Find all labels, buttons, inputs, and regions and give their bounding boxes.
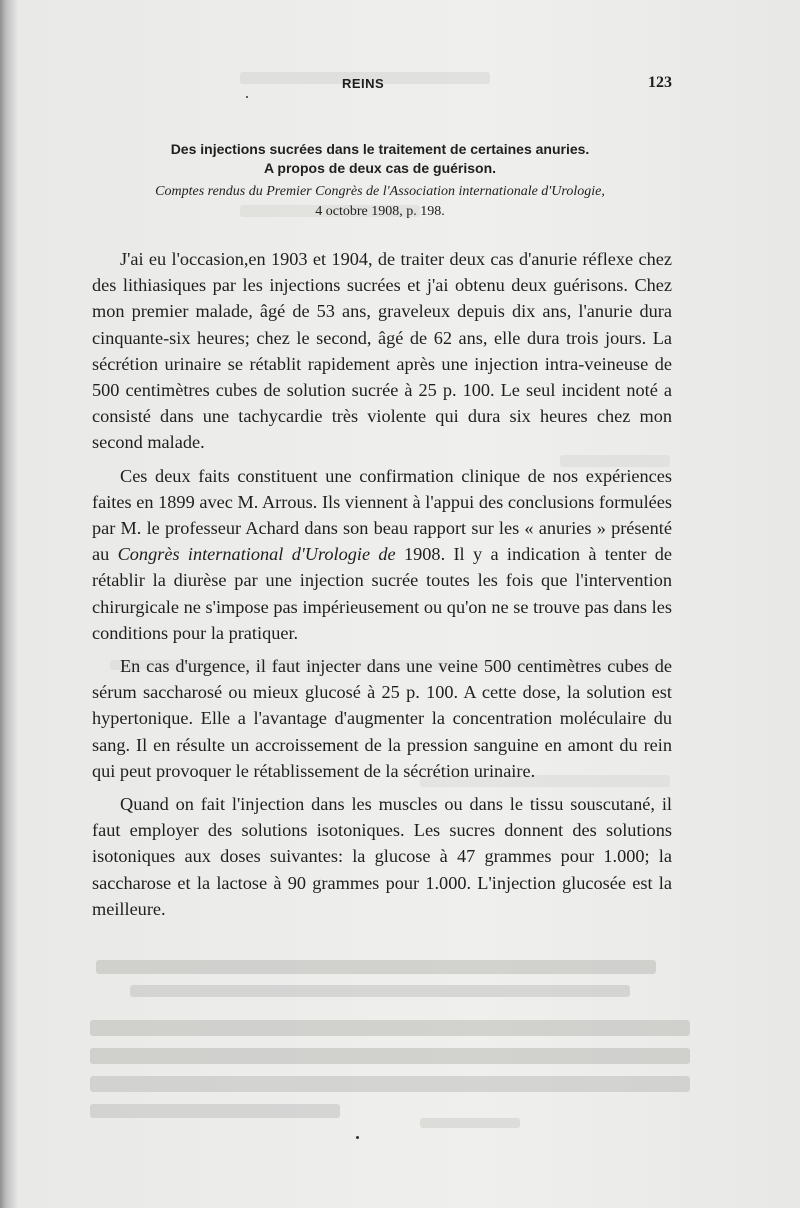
print-speck <box>246 96 248 98</box>
source-citation <box>80 182 680 222</box>
page-header <box>0 76 800 98</box>
paragraph-1: J'ai eu l'occasion,en 1903 et 1904, de traiter deux cas d'anurie réflexe chez des lithiasiques par les injections sucrées et j'ai obtenu deux guérisons. Chez mon premier malade, âgé de 53 ans, graveleux depuis dix ans, l'anurie dura cinquante-six heures; chez le second, âgé de 62 ans, elle dura trois jours. La sécrétion urinaire se rétablit rapidement après une injection intra-veineuse de 500 centimètres cubes de solution sucrée à 25 p. 100. Le seul incident noté a consisté dans une tachycardie très violente qui dura six heures chez mon second malade. <box>92 249 672 453</box>
paragraph-3: En cas d'urgence, il faut injecter dans une veine 500 centimètres cubes de sérum saccharosé ou mieux glucosé à 25 p. 100. A cette dose, la solution est hypertonique. Elle a l'avantage d'augmenter la concentration moléculaire du sang. Il en résulte un accroissement de la pression sanguine en amont du rein qui peut provoquer le rétablissement de la sécrétion urinaire. <box>92 656 672 781</box>
paragraph-2-text-b: 1908. Il y a indication à tenter de rétablir la diurèse par une injection sucrée toutes les fois que l'intervention chirurgicale ne s'impose pas impérieusement ou qu'on ne se trouve pas dans les conditions pour la pratiquer. <box>92 544 672 643</box>
paragraph-4: Quand on fait l'injection dans les muscles ou dans le tissu souscutané, il faut employer des solutions isotoniques. Les sucres donnent des solutions isotoniques aux doses suivantes: la glucose à 47 grammes pour 1.000; la saccharose et la lactose à 90 grammes pour 1.000. L'injection glucosée est la meilleure. <box>92 794 672 919</box>
page-number: 123 <box>648 74 672 91</box>
source-venue: Comptes rendus du Premier Congrès de l'Association internationale d'Urologie, <box>155 184 605 199</box>
paragraph-2-text-a: Ces deux faits constituent une confirmation clinique de nos expériences faites en 1899 avec M. Arrous. Ils viennent à l'appui des conclusions formulées par M. le professeur Achard dans son beau rapport sur les « anuries » présenté au <box>92 465 672 565</box>
paragraph-2 <box>92 463 672 646</box>
article-title-line-1: Des injections sucrées dans le traitement de certaines anuries. <box>170 141 590 157</box>
article-title <box>80 140 680 178</box>
article-body <box>92 246 672 922</box>
source-date: 4 octobre 1908, p. 198. <box>315 204 445 219</box>
article-title-line-2: A propos de deux cas de guérison. <box>263 160 497 176</box>
congress-name-italic: Congrès international d'Urologie de <box>117 544 396 565</box>
running-title: REINS <box>342 76 385 91</box>
print-speck <box>356 1136 359 1139</box>
